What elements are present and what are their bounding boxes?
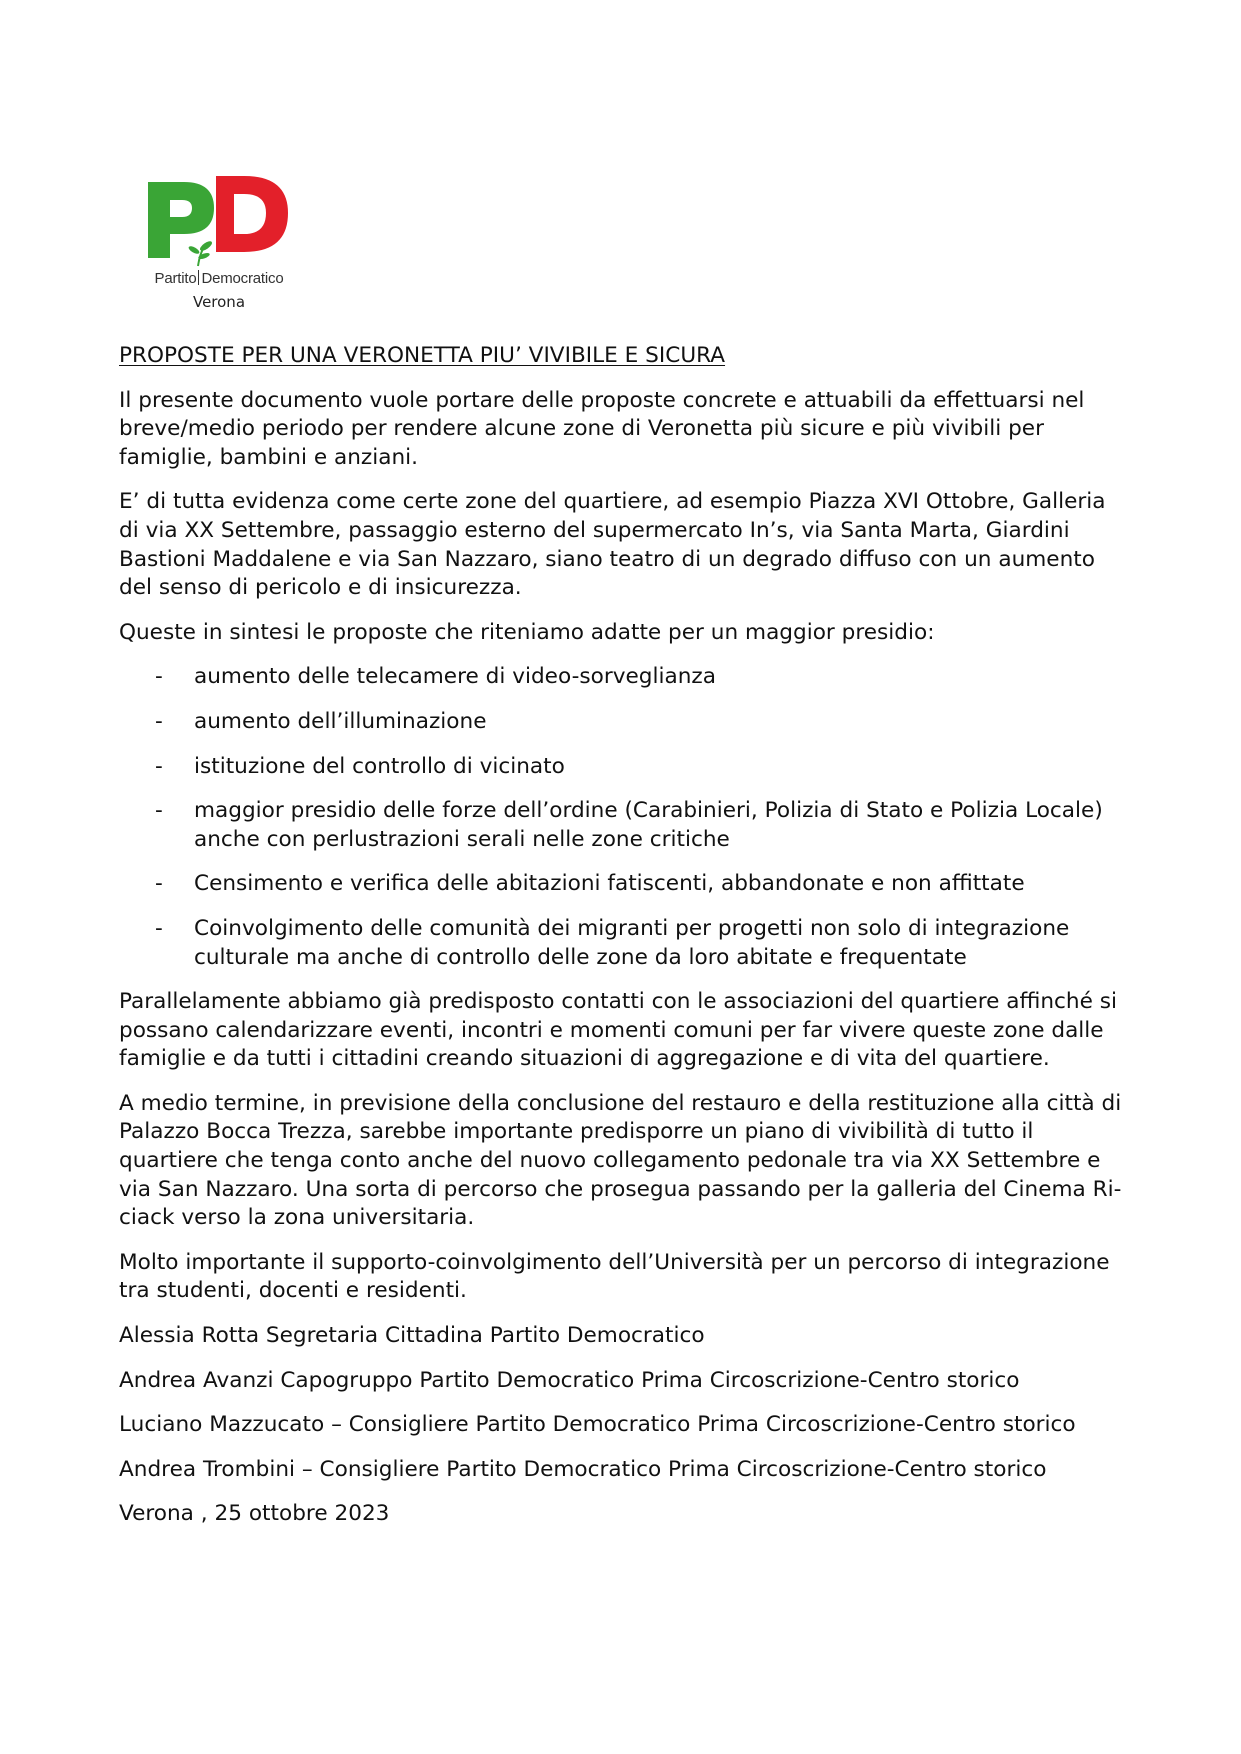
logo-word-left: Partito: [154, 270, 197, 287]
proposals-intro: Queste in sintesi le proposte che riteniamo adatte per un maggior presidio:: [119, 619, 935, 645]
list-item: [119, 915, 1129, 972]
context-paragraph: E’ di tutta evidenza come certe zone del quartiere, ad esempio Piazza XVI Ottobre, Galleria di via XX Settembre, passaggio esterno del supermercato In’s, via Santa Marta, Giardini Bastioni Maddalene e via San Nazzaro, siano teatro di un degrado diffuso con un aumento del senso di pericolo e di insicurezza.: [119, 489, 1106, 601]
list-item: [119, 708, 1129, 737]
list-item-text: aumento delle telecamere di video-sorveglianza: [194, 664, 716, 690]
bullet-dash: -: [155, 915, 163, 941]
list-item: [119, 663, 1129, 692]
list-item-text: maggior presidio delle forze dell’ordine (Carabinieri, Polizia di Stato e Polizia Locale) anche con perlustrazioni serali nelle zone critiche: [194, 798, 1103, 852]
proposals-list: [119, 663, 1129, 972]
place-date: Verona , 25 ottobre 2023: [119, 1501, 390, 1527]
document-title: PROPOSTE PER UNA VERONETTA PIU’ VIVIBILE E SICURA: [119, 343, 726, 368]
logo-city: Verona: [192, 293, 246, 311]
signature-line: Luciano Mazzucato – Consigliere Partito Democratico Prima Circoscrizione-Centro storico: [119, 1412, 1076, 1438]
logo-letter-d: [214, 176, 288, 252]
pd-logo-mark: [148, 172, 290, 272]
list-item: [119, 753, 1129, 782]
bullet-dash: -: [155, 798, 163, 824]
list-item: [119, 797, 1129, 854]
list-item-text: aumento dell’illuminazione: [194, 708, 487, 734]
associations-paragraph: Parallelamente abbiamo già predisposto contatti con le associazioni del quartiere affinché si possano calendarizzare eventi, incontri e momenti comuni per far vivere queste zone dalle famiglie e da tutti i cittadini creando situazioni di aggregazione e di vita del quartiere.: [119, 989, 1117, 1072]
signature-line: Andrea Avanzi Capogruppo Partito Democratico Prima Circoscrizione-Centro storico: [119, 1367, 1020, 1393]
document-body: [119, 342, 1129, 1545]
signatures: [119, 1322, 1129, 1484]
logo-separator: [198, 270, 199, 285]
signature-line: Andrea Trombini – Consigliere Partito Democratico Prima Circoscrizione-Centro storico: [119, 1456, 1047, 1482]
bullet-dash: -: [155, 708, 163, 734]
signature-line: Alessia Rotta Segretaria Cittadina Partito Democratico: [119, 1323, 705, 1349]
list-item: [119, 870, 1129, 899]
intro-paragraph: Il presente documento vuole portare delle proposte concrete e attuabili da effettuarsi nel breve/medio periodo per rendere alcune zone di Veronetta più sicure e più vivibili per famiglie, bambini e anziani.: [119, 387, 1085, 470]
logo-party-name: [148, 270, 290, 287]
bullet-dash: -: [155, 664, 163, 690]
list-item-text: Censimento e verifica delle abitazioni fatiscenti, abbandonate e non affittate: [194, 871, 1025, 897]
logo-word-right: Democratico: [201, 270, 284, 287]
list-item-text: istituzione del controllo di vicinato: [194, 753, 565, 779]
university-paragraph: Molto importante il supporto-coinvolgimento dell’Università per un percorso di integrazione tra studenti, docenti e residenti.: [119, 1249, 1110, 1304]
medium-term-paragraph: A medio termine, in previsione della conclusione del restauro e della restituzione alla città di Palazzo Bocca Trezza, sarebbe importante predisporre un piano di vivibilità di tutto il quartiere che tenga conto anche del nuovo collegamento pedonale tra via XX Settembre e via San Nazzaro. Una sorta di percorso che prosegua passando per la galleria del Cinema Ri-ciack verso la zona universitaria.: [119, 1090, 1122, 1231]
bullet-dash: -: [155, 753, 163, 779]
party-logo: [148, 172, 290, 312]
list-item-text: Coinvolgimento delle comunità dei migranti per progetti non solo di integrazione culturale ma anche di controllo delle zone da loro abitate e frequentate: [194, 915, 1070, 970]
bullet-dash: -: [155, 871, 163, 897]
